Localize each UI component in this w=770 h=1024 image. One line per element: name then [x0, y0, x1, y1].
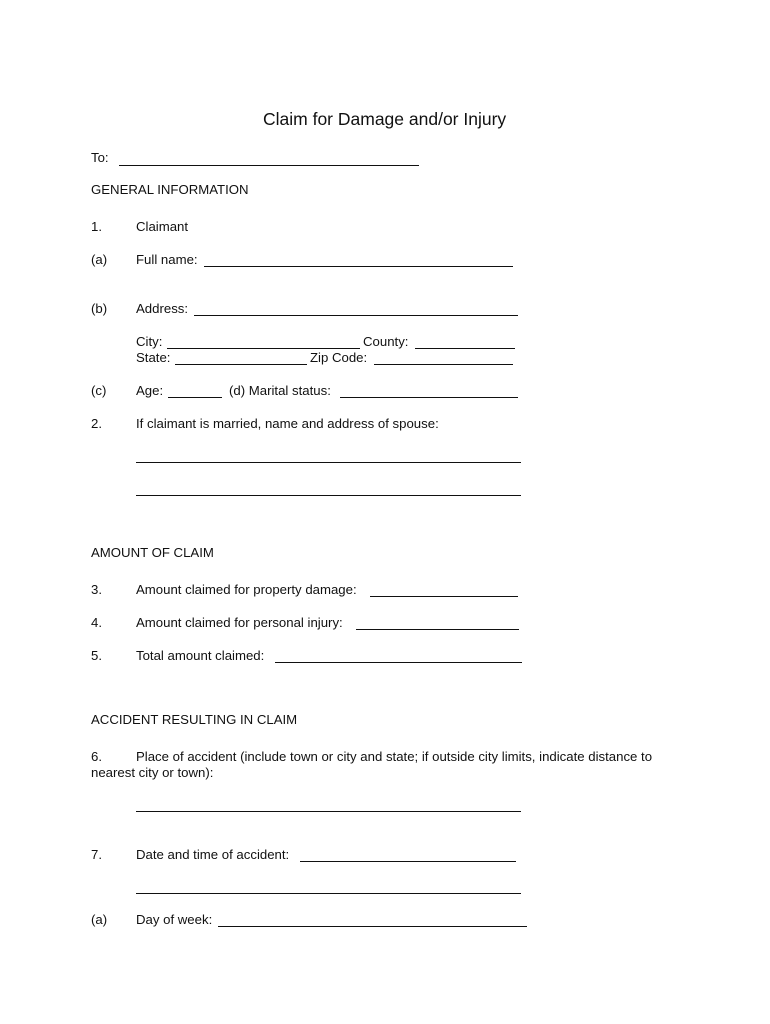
- address-field[interactable]: [194, 299, 518, 316]
- zip-code-field[interactable]: [374, 348, 513, 365]
- address-label: Address:: [136, 301, 189, 316]
- date-time-field[interactable]: [300, 845, 516, 862]
- marital-status-field[interactable]: [340, 381, 518, 398]
- age-label: Age:: [136, 383, 164, 398]
- place-of-accident-field[interactable]: [136, 795, 521, 812]
- spouse-label: If claimant is married, name and address of spouse:: [136, 416, 439, 431]
- place-of-accident-label-continued: nearest city or town):: [91, 765, 214, 780]
- age-field[interactable]: [168, 381, 222, 398]
- property-damage-label: Amount claimed for property damage:: [136, 582, 357, 597]
- to-label: To:: [91, 150, 109, 165]
- item-7a-marker: (a): [91, 912, 108, 927]
- full-name-field[interactable]: [204, 250, 513, 267]
- day-of-week-label: Day of week:: [136, 912, 213, 927]
- accident-heading: ACCIDENT RESULTING IN CLAIM: [91, 712, 298, 727]
- amount-of-claim-heading: AMOUNT OF CLAIM: [91, 545, 214, 560]
- claimant-label: Claimant: [136, 219, 189, 234]
- total-amount-label: Total amount claimed:: [136, 648, 265, 663]
- date-time-label: Date and time of accident:: [136, 847, 290, 862]
- full-name-label: Full name:: [136, 252, 198, 267]
- total-amount-field[interactable]: [275, 646, 522, 663]
- property-damage-field[interactable]: [370, 580, 518, 597]
- to-field[interactable]: [119, 149, 419, 166]
- county-field[interactable]: [415, 332, 515, 349]
- state-field[interactable]: [175, 348, 307, 365]
- place-of-accident-label: Place of accident (include town or city and state; if outside city limits, indicate distance to: [136, 749, 653, 764]
- item-1-number: 1.: [91, 219, 102, 234]
- date-time-field-line-2[interactable]: [136, 877, 521, 894]
- spouse-line-2[interactable]: [136, 479, 521, 496]
- spouse-line-1[interactable]: [136, 446, 521, 463]
- item-a-marker: (a): [91, 252, 108, 267]
- day-of-week-field[interactable]: [218, 910, 527, 927]
- city-field[interactable]: [167, 332, 360, 349]
- personal-injury-field[interactable]: [356, 613, 519, 630]
- item-6-number: 6.: [91, 749, 102, 764]
- item-2-number: 2.: [91, 416, 102, 431]
- state-label: State:: [136, 350, 171, 365]
- item-b-marker: (b): [91, 301, 108, 316]
- item-3-number: 3.: [91, 582, 102, 597]
- city-label: City:: [136, 334, 163, 349]
- item-7-number: 7.: [91, 847, 102, 862]
- item-4-number: 4.: [91, 615, 102, 630]
- county-label: County:: [363, 334, 409, 349]
- item-5-number: 5.: [91, 648, 102, 663]
- personal-injury-label: Amount claimed for personal injury:: [136, 615, 343, 630]
- document-title: Claim for Damage and/or Injury: [263, 109, 507, 129]
- zip-code-label: Zip Code:: [310, 350, 368, 365]
- item-c-marker: (c): [91, 383, 107, 398]
- marital-status-label: (d) Marital status:: [229, 383, 331, 398]
- general-information-heading: GENERAL INFORMATION: [91, 182, 249, 197]
